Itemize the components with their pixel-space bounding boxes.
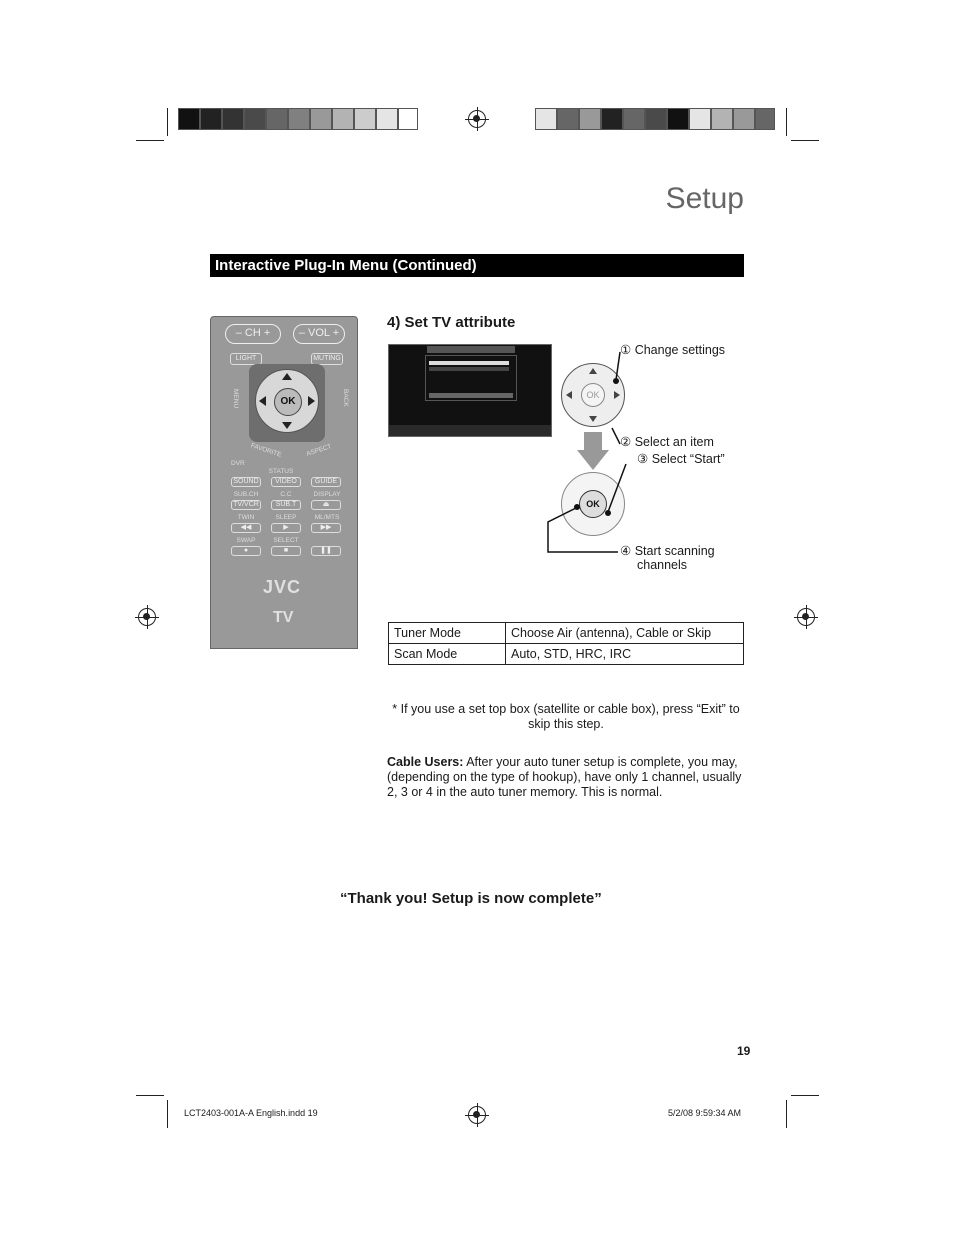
thank-you-heading: “Thank you! Setup is now complete” — [340, 890, 602, 907]
display-label: DISPLAY — [313, 491, 341, 498]
sleep-label: SLEEP — [275, 514, 297, 521]
direction-pad-icon — [255, 369, 319, 433]
registration-mark-icon — [468, 110, 486, 128]
tv-logo: TV — [273, 609, 294, 626]
aspect-label: ASPECT — [305, 443, 333, 458]
tvvcr-button: TV/VCR — [231, 500, 261, 510]
arrow-down-icon — [282, 422, 292, 429]
light-button: LIGHT — [230, 353, 262, 365]
registration-mark-icon — [468, 1106, 486, 1124]
jvc-logo: JVC — [263, 577, 302, 597]
table-cell-value: Choose Air (antenna), Cable or Skip — [506, 623, 744, 644]
play-icon: ▶ — [271, 523, 301, 533]
favorite-label: FAVORITE — [249, 442, 283, 459]
callout-start-scanning — [620, 543, 715, 558]
callout-number: ① — [620, 343, 632, 357]
vol-button: – VOL + — [293, 324, 345, 344]
registration-mark-icon — [797, 608, 815, 626]
section-header: Interactive Plug-In Menu (Continued) — [210, 254, 744, 277]
table-cell-label: Scan Mode — [389, 644, 506, 665]
record-icon: ● — [231, 546, 261, 556]
table-cell-label: Tuner Mode — [389, 623, 506, 644]
dvr-label: DVR — [231, 460, 245, 467]
video-button: VIDEO — [271, 477, 301, 487]
arrow-right-icon — [308, 396, 315, 406]
callout-label: Select an item — [634, 435, 714, 449]
stop-icon: ■ — [271, 546, 301, 556]
pause-icon: ❚❚ — [311, 546, 341, 556]
table-cell-value: Auto, STD, HRC, IRC — [506, 644, 744, 665]
note-line: (depending on the type of hookup), have only 1 channel, usually — [387, 770, 742, 784]
eject-icon: ⏏ — [311, 500, 341, 510]
callout-label: Select “Start” — [651, 452, 725, 466]
callout-start-scanning-line2: channels — [637, 558, 688, 572]
step-title: 4) Set TV attribute — [387, 314, 516, 331]
page-number: 19 — [737, 1044, 751, 1058]
fast-forward-icon: ▶▶ — [311, 523, 341, 533]
arrow-left-icon — [259, 396, 266, 406]
callout-change-settings — [620, 342, 725, 357]
note-bold-label: Cable Users: — [387, 755, 464, 769]
footer-timestamp: 5/2/08 9:59:34 AM — [668, 1108, 742, 1118]
callout-select-item — [620, 434, 714, 449]
cable-users-note — [387, 755, 747, 800]
sound-button: SOUND — [231, 477, 261, 487]
arrow-up-icon — [282, 373, 292, 380]
multi-label: ML/MTS — [314, 514, 340, 521]
ok-button-diagram: OK — [581, 383, 605, 407]
ok-button: OK — [274, 388, 302, 416]
note-line: After your auto tuner setup is complete, you may, — [463, 755, 738, 769]
note-line: 2, 3 or 4 in the auto tuner memory. This is normal. — [387, 785, 663, 799]
callout-number: ② — [620, 435, 632, 449]
subt-button: SUB.T — [271, 500, 301, 510]
swap-label: SWAP — [236, 537, 256, 544]
settings-table — [388, 622, 744, 665]
callout-number: ④ — [620, 544, 632, 558]
guide-button: GUIDE — [311, 477, 341, 487]
note-line: * If you use a set top box (satellite or cable box), press “Exit” to — [392, 702, 740, 716]
table-row — [389, 644, 744, 665]
note-line: skip this step. — [528, 717, 604, 731]
ok-button-diagram: OK — [579, 490, 607, 518]
muting-button: MUTING — [311, 353, 343, 365]
footer-filename: LCT2403-001A-A English.indd 19 — [184, 1108, 318, 1118]
callout-number: ③ — [637, 452, 649, 466]
subch-label: SUB.CH — [233, 491, 259, 498]
registration-mark-icon — [138, 608, 156, 626]
ch-button: – CH + — [225, 324, 281, 344]
tv-screen-menu-thumbnail — [388, 344, 552, 437]
twin-label: TWIN — [237, 514, 255, 521]
menu-label: MENU — [232, 389, 239, 409]
select-label: SELECT — [273, 537, 299, 544]
callout-label: Start scanning — [634, 544, 715, 558]
set-top-box-note — [388, 702, 744, 732]
back-label: BACK — [342, 389, 349, 407]
remote-control-illustration — [210, 316, 358, 649]
rewind-icon: ◀◀ — [231, 523, 261, 533]
callout-lines — [540, 340, 650, 560]
status-label: STATUS — [268, 468, 294, 475]
page-title: Setup — [665, 182, 744, 215]
callout-select-start — [637, 451, 725, 466]
table-row — [389, 623, 744, 644]
callout-label: Change settings — [634, 343, 726, 357]
cc-label: C.C — [280, 491, 292, 498]
